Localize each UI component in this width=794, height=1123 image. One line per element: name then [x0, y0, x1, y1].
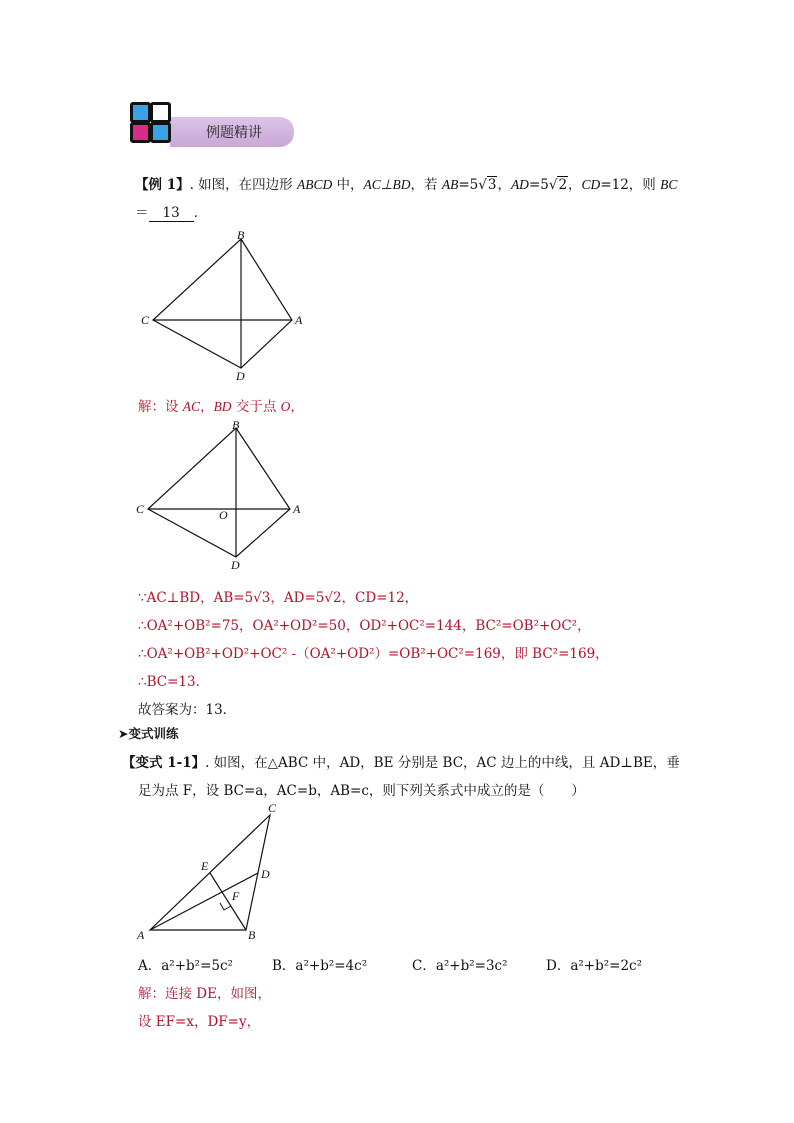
label-b: B [237, 228, 245, 242]
example1-answer-line [135, 201, 207, 222]
option-c[interactable]: C．a²+b²=3c² [412, 958, 508, 974]
label-a: A [137, 928, 145, 942]
quadrilateral-figure [135, 225, 315, 385]
label-f: F [232, 889, 240, 903]
example1-tag: 【例 1】 [135, 177, 190, 193]
question-text: ，若 [410, 177, 442, 193]
triangle-figure [130, 800, 310, 950]
label-b: B [232, 418, 240, 432]
question-text: =5 [458, 177, 479, 193]
question-text: =5 [528, 177, 549, 193]
solution-step-2: ∴OA²+OB²=75，OA²+OD²=50，OD²+OC²=144，BC²=OB²+OC²， [138, 618, 591, 634]
option-d[interactable]: D．a²+b²=2c² [546, 958, 643, 974]
banner-icon-square [150, 122, 171, 143]
option-b[interactable]: B．a²+b²=4c² [272, 958, 368, 974]
label-c: C [136, 502, 145, 516]
question-text: . 如图，在四边形 [189, 177, 297, 193]
label-b: B [248, 928, 256, 942]
question-text: =12，则 [600, 177, 661, 193]
solution-var: BD [213, 399, 232, 414]
section-banner [128, 100, 298, 156]
label-a: A [293, 502, 301, 516]
solution-step-3: ∴OA²+OB²+OD²+OC² -（OA²+OD²）=OB²+OC²=169，即 BC²=169， [138, 646, 609, 662]
section-title: 例题精讲 [206, 125, 262, 141]
training-question-line-1 [122, 751, 680, 771]
question-text: 中， [332, 177, 364, 193]
solution-step-1: ∵AC⊥BD，AB=5√3，AD=5√2，CD=12， [138, 590, 419, 606]
training-solution-1: 解：连接 DE，如图， [138, 986, 271, 1002]
solution-text: ， [290, 399, 304, 415]
training-solution-2: 设 EF=x，DF=y， [138, 1014, 261, 1030]
sqrt-expression: √3 [478, 177, 497, 193]
triangle-abc [150, 815, 270, 930]
solution-step-4: ∴BC=13． [138, 674, 210, 690]
question-var: AC⊥BD [363, 177, 411, 192]
solution-text: 解：设 [138, 399, 183, 415]
question-var: BC [660, 177, 678, 192]
example1-question [135, 173, 677, 193]
question-text: . 如图，在△ABC 中，AD，BE 分别是 BC，AC 边上的中线，且 AD⊥BE，垂 [205, 755, 680, 771]
label-a: A [295, 313, 303, 327]
equals-sign: ＝ [135, 205, 149, 221]
label-c: C [141, 313, 150, 327]
question-var: AD [510, 177, 529, 192]
banner-icon-square [130, 102, 151, 123]
banner-icon-square [150, 102, 171, 123]
solution-var: AC [182, 399, 201, 414]
period: ． [193, 205, 208, 221]
label-d: D [261, 867, 270, 881]
solution-text: ， [200, 399, 214, 415]
label-d: D [231, 558, 240, 572]
final-answer: 故答案为：13． [138, 702, 237, 718]
solution-var: O [280, 399, 291, 414]
arrow-icon: ➤ [118, 726, 129, 741]
sqrt-expression: √2 [548, 177, 568, 193]
quad-outline [153, 239, 292, 368]
banner-icon-square [130, 122, 151, 143]
option-a[interactable]: A．a²+b²=5c² [138, 958, 233, 974]
question-text: ， [497, 177, 511, 193]
label-c: C [268, 801, 277, 815]
label-e: E [201, 859, 209, 873]
question-var: CD [581, 177, 601, 192]
training-title: 变式训练 [128, 726, 179, 741]
question-var: AB [441, 177, 459, 192]
solution-text: 交于点 [231, 399, 281, 415]
solution-intro [138, 395, 304, 415]
label-d: D [236, 369, 245, 383]
median-ad [150, 873, 258, 930]
training-heading [118, 724, 179, 742]
solution-figure [130, 414, 310, 574]
quad-outline [148, 428, 290, 557]
training-question-line-2: 足为点 F，设 BC=a，AC=b，AB=c，则下列关系式中成立的是（ ） [138, 783, 585, 799]
answer-blank: 13 [149, 205, 194, 222]
question-var: ABCD [296, 177, 333, 192]
label-o: O [219, 508, 228, 522]
question-text: ， [568, 177, 582, 193]
training-tag: 【变式 1-1】 [122, 755, 206, 771]
